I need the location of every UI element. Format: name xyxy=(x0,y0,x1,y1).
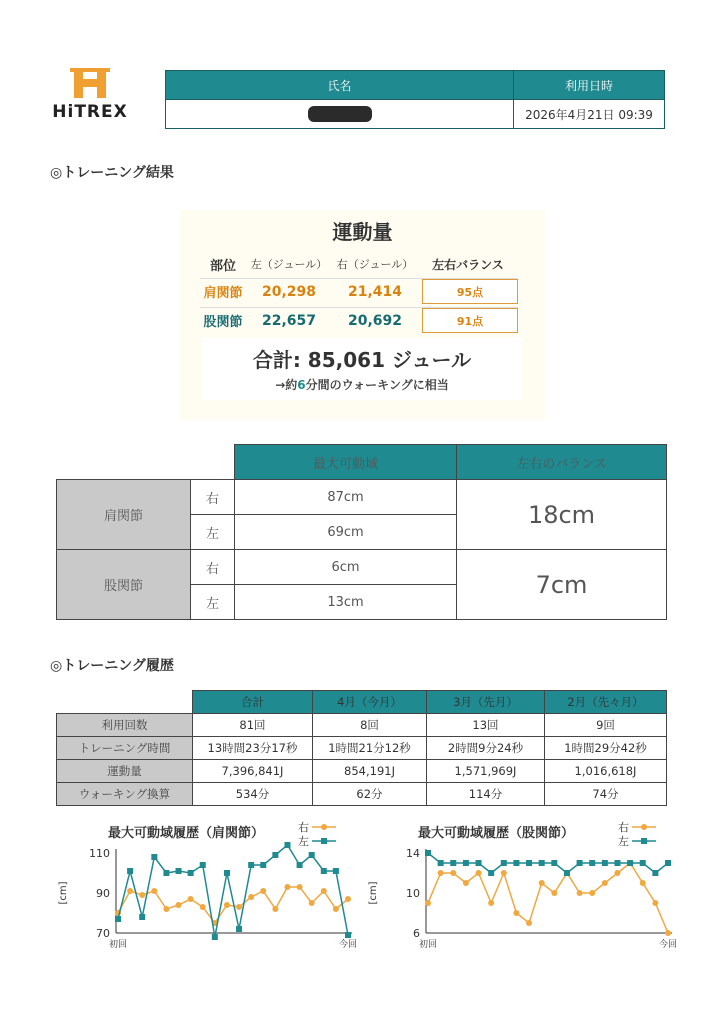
data-point-left xyxy=(139,914,145,920)
hist-cell: 8回 xyxy=(313,714,427,737)
y-tick-label: 110 xyxy=(89,847,110,860)
data-point-left xyxy=(248,862,254,868)
y-tick-label: 6 xyxy=(413,927,420,940)
data-point-right xyxy=(188,896,194,902)
hist-cell: 854,191J xyxy=(313,760,427,783)
blank-corner-2 xyxy=(191,445,235,480)
data-point-right xyxy=(200,904,206,910)
data-point-right xyxy=(476,870,482,876)
data-point-right xyxy=(248,894,254,900)
hist-col-total: 合計 xyxy=(193,691,313,714)
hist-cell: 9回 xyxy=(545,714,667,737)
hist-row-label: ウォーキング換算 xyxy=(57,783,193,806)
data-point-left xyxy=(665,860,671,866)
data-point-right xyxy=(488,900,494,906)
legend-marker-0 xyxy=(321,824,327,830)
legend-label-0: 右 xyxy=(298,821,309,834)
walking-equivalent xyxy=(202,376,522,393)
walk-prefix: →約 xyxy=(275,378,298,392)
chart-title: 最大可動域履歴（股関節） xyxy=(418,826,575,841)
hist-row-label: 利用回数 xyxy=(57,714,193,737)
col-part: 部位 xyxy=(209,258,236,274)
data-point-right xyxy=(513,910,519,916)
hist-cell: 1,571,969J xyxy=(427,760,545,783)
total-box xyxy=(202,338,522,400)
shoulder-right: 21,414 xyxy=(347,283,403,300)
data-point-left xyxy=(438,860,444,866)
data-point-left xyxy=(640,860,646,866)
data-point-right xyxy=(614,870,620,876)
hip-history-chart xyxy=(360,815,680,965)
data-point-left xyxy=(272,852,278,858)
shoulder-label: 肩関節 xyxy=(57,480,191,550)
hist-col-apr: 4月（今月） xyxy=(313,691,427,714)
card-title: 運動量 xyxy=(332,220,393,244)
data-point-right xyxy=(526,920,532,926)
legend-label-0: 右 xyxy=(618,821,629,834)
data-point-right xyxy=(539,880,545,886)
data-point-left xyxy=(236,926,242,932)
data-point-right xyxy=(450,870,456,876)
legend-marker-0 xyxy=(641,824,647,830)
hip-label: 股関節 xyxy=(57,550,191,620)
hip-left: 22,657 xyxy=(261,312,317,329)
legend-marker-1 xyxy=(641,838,647,844)
hist-cell: 1時間29分42秒 xyxy=(545,737,667,760)
shoulder-balance-value: 18cm xyxy=(457,480,667,550)
y-tick-label: 10 xyxy=(406,887,420,900)
x-start-label: 初回 xyxy=(108,940,128,950)
shoulder-left-value: 69cm xyxy=(235,515,457,550)
data-point-right xyxy=(640,880,646,886)
name-label: 氏名 xyxy=(166,71,514,100)
y-tick-label: 70 xyxy=(96,927,110,940)
hist-col-mar: 3月（先月） xyxy=(427,691,545,714)
logo-text: HiTREX xyxy=(52,102,128,122)
hist-cell: 74分 xyxy=(545,783,667,806)
data-point-left xyxy=(652,870,658,876)
data-point-left xyxy=(345,932,351,938)
hist-cell: 13回 xyxy=(427,714,545,737)
hip-left-value: 13cm xyxy=(235,585,457,620)
legend-label-1: 左 xyxy=(298,835,309,848)
data-point-right xyxy=(176,902,182,908)
data-point-right xyxy=(151,888,157,894)
total-joules: 合計: 85,061 ジュール xyxy=(252,348,472,372)
data-point-right xyxy=(665,930,671,936)
shoulder-history-chart xyxy=(50,815,360,965)
hist-cell: 81回 xyxy=(193,714,313,737)
y-axis-label: [cm] xyxy=(368,881,379,905)
hip-right-label: 右 xyxy=(191,550,235,585)
data-point-right xyxy=(260,888,266,894)
data-point-right xyxy=(224,902,230,908)
data-point-left xyxy=(526,860,532,866)
logo-h-mark-icon xyxy=(50,64,130,104)
data-point-right xyxy=(139,892,145,898)
date-value: 2026年4月21日 09:39 xyxy=(514,100,665,129)
walk-minutes: 6 xyxy=(297,378,306,392)
data-point-left xyxy=(127,868,133,874)
data-point-left xyxy=(297,862,303,868)
hist-cell: 534分 xyxy=(193,783,313,806)
col-balance: 左右バランス xyxy=(432,257,504,272)
data-point-right xyxy=(589,890,595,896)
data-point-right xyxy=(501,870,507,876)
range-of-motion-table xyxy=(56,444,667,620)
col-left: 左（ジュール） xyxy=(250,258,328,271)
data-point-left xyxy=(309,852,315,858)
data-point-left xyxy=(539,860,545,866)
data-point-right xyxy=(463,880,469,886)
data-point-right xyxy=(236,904,242,910)
data-point-left xyxy=(425,850,431,856)
x-start-label: 初回 xyxy=(418,940,438,950)
hist-cell: 7,396,841J xyxy=(193,760,313,783)
data-point-left xyxy=(163,870,169,876)
y-tick-label: 14 xyxy=(406,847,420,860)
data-point-left xyxy=(614,860,620,866)
data-point-left xyxy=(151,854,157,860)
hist-row-label: トレーニング時間 xyxy=(57,737,193,760)
data-point-left xyxy=(589,860,595,866)
data-point-left xyxy=(333,868,339,874)
hist-cell: 13時間23分17秒 xyxy=(193,737,313,760)
training-result-title: ◎トレーニング結果 xyxy=(50,165,174,181)
blank-corner xyxy=(57,691,193,714)
data-point-right xyxy=(333,906,339,912)
data-point-right xyxy=(438,870,444,876)
data-point-left xyxy=(577,860,583,866)
data-point-left xyxy=(501,860,507,866)
hip-right: 20,692 xyxy=(347,312,403,329)
hist-col-feb: 2月（先々月） xyxy=(545,691,667,714)
data-point-left xyxy=(200,862,206,868)
hist-cell: 1時間21分12秒 xyxy=(313,737,427,760)
hist-cell: 114分 xyxy=(427,783,545,806)
y-tick-label: 90 xyxy=(96,887,110,900)
data-point-right xyxy=(284,884,290,890)
col-lr-balance: 左右のバランス xyxy=(457,445,667,480)
walk-suffix: 分間のウォーキングに相当 xyxy=(305,378,449,392)
data-point-right xyxy=(577,890,583,896)
data-point-right xyxy=(309,900,315,906)
hip-part: 股関節 xyxy=(203,315,243,330)
data-point-right xyxy=(297,884,303,890)
x-end-label: 今回 xyxy=(658,940,678,950)
data-point-left xyxy=(224,870,230,876)
data-point-right xyxy=(602,880,608,886)
data-point-left xyxy=(488,870,494,876)
hitrex-logo xyxy=(50,64,130,124)
data-point-left xyxy=(627,860,633,866)
x-end-label: 今回 xyxy=(338,940,358,950)
data-point-right xyxy=(272,906,278,912)
hip-left-label: 左 xyxy=(191,585,235,620)
shoulder-balance-score: 95点 xyxy=(422,279,518,304)
series-line-0 xyxy=(428,863,668,933)
history-title: ◎トレーニング履歴 xyxy=(50,658,174,674)
data-point-left xyxy=(564,870,570,876)
hist-cell: 62分 xyxy=(313,783,427,806)
y-axis-label: [cm] xyxy=(58,881,69,905)
data-point-left xyxy=(321,868,327,874)
data-point-left xyxy=(476,860,482,866)
data-point-left xyxy=(212,934,218,940)
exercise-card xyxy=(180,210,545,420)
data-point-left xyxy=(513,860,519,866)
data-point-right xyxy=(652,900,658,906)
hip-right-value: 6cm xyxy=(235,550,457,585)
shoulder-left-label: 左 xyxy=(191,515,235,550)
data-point-left xyxy=(284,842,290,848)
data-point-right xyxy=(321,888,327,894)
data-point-left xyxy=(176,868,182,874)
date-label: 利用日時 xyxy=(514,71,665,100)
data-point-right xyxy=(127,888,133,894)
shoulder-right-value: 87cm xyxy=(235,480,457,515)
history-table xyxy=(56,690,667,806)
hist-cell: 1,016,618J xyxy=(545,760,667,783)
col-max-range: 最大可動域 xyxy=(235,445,457,480)
legend-marker-1 xyxy=(321,838,327,844)
col-right: 右（ジュール） xyxy=(336,258,414,271)
chart-title: 最大可動域履歴（肩関節） xyxy=(108,826,265,841)
data-point-left xyxy=(188,870,194,876)
data-point-left xyxy=(602,860,608,866)
data-point-left xyxy=(115,916,121,922)
data-point-right xyxy=(163,906,169,912)
blank-corner xyxy=(57,445,191,480)
hip-balance-value: 7cm xyxy=(457,550,667,620)
data-point-left xyxy=(260,862,266,868)
hip-balance-score: 91点 xyxy=(422,308,518,333)
header-table xyxy=(165,70,665,129)
shoulder-part: 肩関節 xyxy=(203,286,243,301)
data-point-left xyxy=(463,860,469,866)
hist-cell: 2時間9分24秒 xyxy=(427,737,545,760)
data-point-right xyxy=(551,890,557,896)
data-point-right xyxy=(345,896,351,902)
shoulder-right-label: 右 xyxy=(191,480,235,515)
shoulder-left: 20,298 xyxy=(261,283,317,300)
redacted-name-block xyxy=(308,106,372,122)
data-point-left xyxy=(450,860,456,866)
hist-row-label: 運動量 xyxy=(57,760,193,783)
data-point-right xyxy=(425,900,431,906)
data-point-left xyxy=(551,860,557,866)
legend-label-1: 左 xyxy=(618,835,629,848)
name-value xyxy=(166,100,514,129)
